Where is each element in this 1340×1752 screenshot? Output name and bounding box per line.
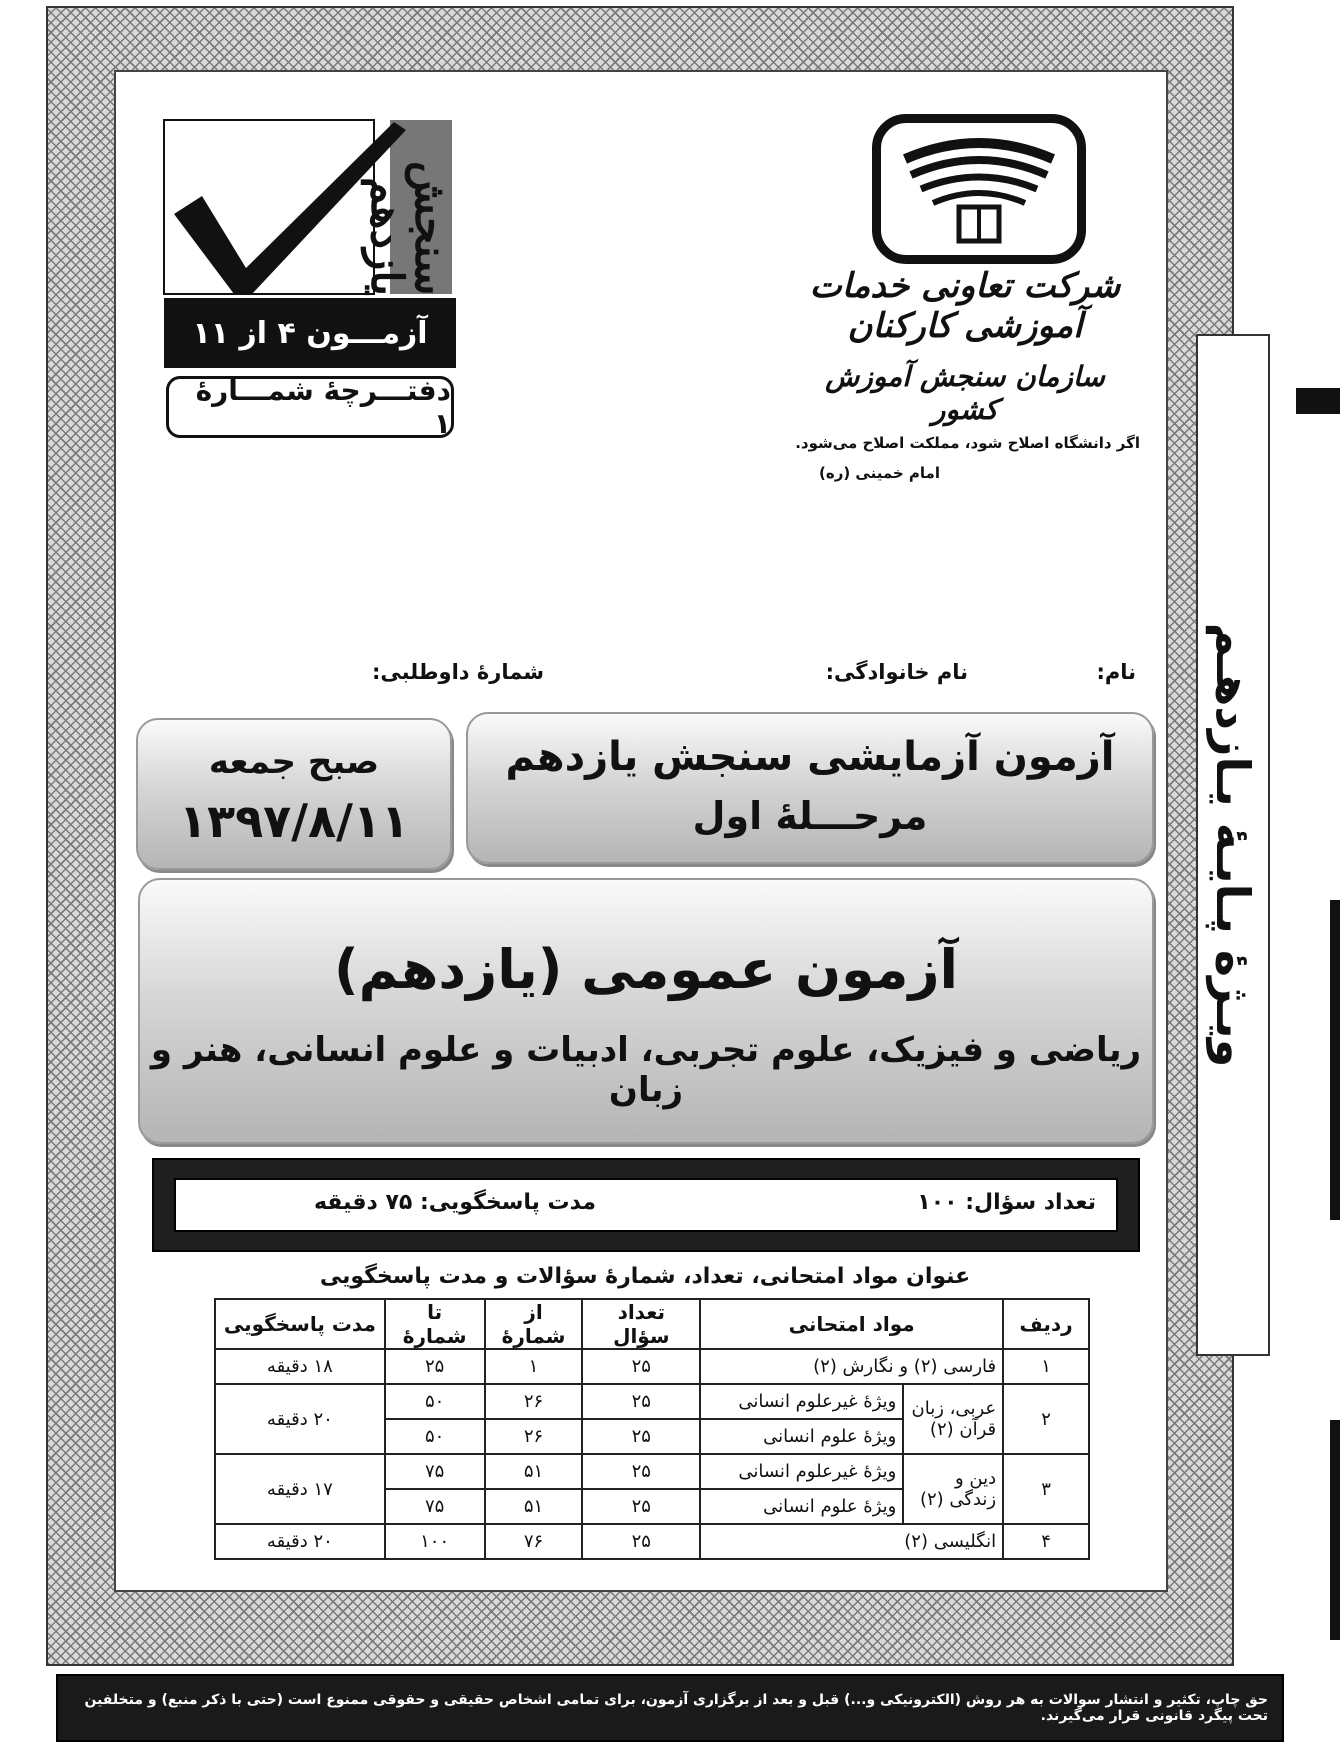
- to-cell: ۷۵: [385, 1454, 485, 1489]
- from-cell: ۵۱: [485, 1454, 583, 1489]
- exam-date-banner: [136, 718, 452, 870]
- variant-label: ویژۀ غیرعلوم انسانی: [700, 1454, 903, 1489]
- table-header-row: [215, 1299, 1089, 1349]
- from-cell: ۲۶: [485, 1384, 583, 1419]
- table-row: [215, 1384, 1089, 1419]
- to-cell: ۵۰: [385, 1384, 485, 1419]
- to-cell: ۱۰۰: [385, 1524, 485, 1559]
- table-caption: عنوان مواد امتحانی، تعداد، شمارۀ سؤالات و مدت پاسخگویی: [319, 1264, 971, 1289]
- question-count-cell: ۲۵: [582, 1419, 700, 1454]
- exam-info-box: [152, 1158, 1140, 1252]
- header-duration: مدت پاسخگویی: [215, 1299, 385, 1349]
- duration-cell: ۲۰ دقیقه: [215, 1524, 385, 1559]
- brand-name: سنجش یازدهم: [361, 161, 456, 296]
- to-cell: ۷۵: [385, 1489, 485, 1524]
- to-cell: ۲۵: [385, 1349, 485, 1384]
- row-number: ۳: [1003, 1454, 1089, 1524]
- exam-stage: مرحـــلۀ اول: [692, 794, 928, 838]
- answer-duration: مدت پاسخگویی: ۷۵ دقیقه: [313, 1190, 596, 1215]
- exam-title: آزمون آزمایشی سنجش یازدهم: [505, 734, 1115, 780]
- question-count: تعداد سؤال: ۱۰۰: [917, 1190, 1096, 1215]
- duration-cell: ۱۸ دقیقه: [215, 1349, 385, 1384]
- exam-date: ۱۳۹۷/۸/۱۱: [178, 794, 410, 848]
- quote-author: امام خمینی (ره): [819, 464, 940, 482]
- question-count-cell: ۲۵: [582, 1349, 700, 1384]
- subject-name: فارسی (۲) و نگارش (۲): [700, 1349, 1003, 1384]
- table-row: [215, 1454, 1089, 1489]
- organization-logo: [872, 114, 1086, 264]
- from-cell: ۱: [485, 1349, 583, 1384]
- name-label: نام:: [1096, 660, 1136, 684]
- side-label-strip: [1196, 334, 1270, 1356]
- header-question-count: تعداد سؤال: [582, 1299, 700, 1349]
- organization-subtitle: سازمان سنجش آموزش کشور: [825, 360, 1105, 426]
- fields-of-study: ریاضی و فیزیک، علوم تجربی، ادبیات و علوم انسانی، هنر و زبان: [150, 1030, 1142, 1110]
- table-row: [215, 1349, 1089, 1384]
- from-cell: ۵۱: [485, 1489, 583, 1524]
- subject-name: انگلیسی (۲): [700, 1524, 1003, 1559]
- table-row: [215, 1524, 1089, 1559]
- from-cell: ۷۶: [485, 1524, 583, 1559]
- edge-mark: [1296, 388, 1340, 414]
- row-number: ۲: [1003, 1384, 1089, 1454]
- exam-number-banner: آزمـــون ۴ از ۱۱: [164, 298, 456, 368]
- variant-label: ویژۀ علوم انسانی: [700, 1419, 903, 1454]
- exam-info-inner: [174, 1178, 1118, 1232]
- from-cell: ۲۶: [485, 1419, 583, 1454]
- booklet-number: دفتـــرچۀ شمـــارۀ ۱: [166, 376, 454, 438]
- quote-text: اگر دانشگاه اصلاح شود، مملکت اصلاح می‌شود.: [795, 434, 1140, 452]
- duration-cell: ۲۰ دقیقه: [215, 1384, 385, 1454]
- question-count-cell: ۲۵: [582, 1489, 700, 1524]
- subject-name: عربی، زبان قرآن (۲): [903, 1384, 1003, 1454]
- header-subject: مواد امتحانی: [700, 1299, 1003, 1349]
- general-exam-title: آزمون عمومی (یازدهم): [333, 938, 959, 1001]
- row-number: ۱: [1003, 1349, 1089, 1384]
- family-name-label: نام خانوادگی:: [825, 660, 968, 684]
- variant-label: ویژۀ علوم انسانی: [700, 1489, 903, 1524]
- header-from: از شمارۀ: [485, 1299, 583, 1349]
- general-exam-banner: [138, 878, 1154, 1144]
- question-count-cell: ۲۵: [582, 1384, 700, 1419]
- to-cell: ۵۰: [385, 1419, 485, 1454]
- edge-mark: [1330, 900, 1340, 1220]
- header-row-number: ردیف: [1003, 1299, 1089, 1349]
- organization-name: شرکت تعاونی خدمات آموزشی کارکنان: [809, 266, 1121, 346]
- copyright-footer: حق چاپ، تکثیر و انتشار سوالات به هر روش (الکترونیکی و...) قبل و بعد از برگزاری آزمون، برای تمامی اشخاص حقیقی و حقوقی ممنوع است (حتی با ذکر منبع) و متخلفین تحت پیگرد قانونی قرار می‌گیرند.: [56, 1674, 1284, 1742]
- row-number: ۴: [1003, 1524, 1089, 1559]
- variant-label: ویژۀ غیرعلوم انسانی: [700, 1384, 903, 1419]
- exam-title-banner: [466, 712, 1154, 864]
- edge-mark: [1330, 1420, 1340, 1640]
- subjects-table: [214, 1298, 1090, 1560]
- question-count-cell: ۲۵: [582, 1524, 700, 1559]
- question-count-cell: ۲۵: [582, 1454, 700, 1489]
- brand-logo: [162, 118, 454, 296]
- candidate-number-label: شمارۀ داوطلبی:: [371, 660, 544, 684]
- duration-cell: ۱۷ دقیقه: [215, 1454, 385, 1524]
- header-to: تا شمارۀ: [385, 1299, 485, 1349]
- subject-name: دین و زندگی (۲): [903, 1454, 1003, 1524]
- exam-day: صبح جمعه: [208, 742, 380, 782]
- book-emblem-icon: [881, 123, 1077, 255]
- side-label: ویـژۀ پـایـۀ یـازدهـم: [1206, 622, 1260, 1068]
